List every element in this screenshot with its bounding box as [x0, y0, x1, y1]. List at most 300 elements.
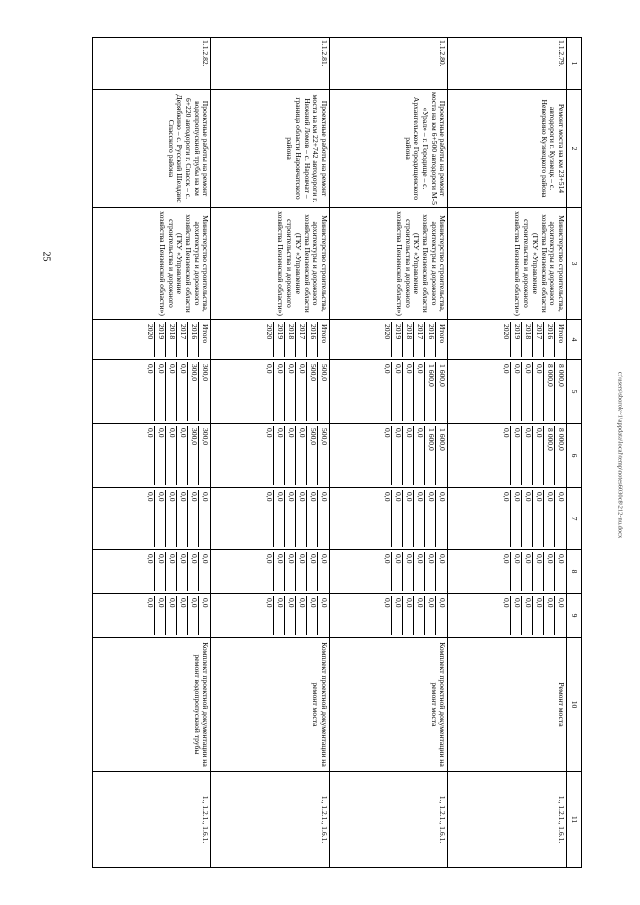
value-cell: 0,0 [502, 364, 511, 374]
value-cell: 0,0 [265, 554, 274, 564]
value-cell: 300,0 [199, 362, 210, 421]
year-value-row [414, 362, 425, 421]
value-cell: 0,0 [502, 554, 511, 564]
year-value-row [436, 362, 447, 421]
footer-wrap [613, 60, 627, 850]
header-cell: 7 [567, 488, 582, 550]
value-cell: 0,0 [511, 426, 522, 485]
year-value-row [199, 596, 210, 635]
year-label: 2017 [296, 322, 307, 357]
year-value-row [199, 362, 210, 421]
year-value-row [544, 552, 555, 591]
year-value-row [555, 426, 566, 485]
year-label-row [155, 322, 166, 357]
value-cell: 8 000,0 [555, 362, 566, 421]
years-cell [211, 320, 330, 360]
value-cell: 0,0 [265, 598, 274, 608]
value-cell: 500,0 [307, 426, 318, 485]
value-cell: 0,0 [307, 552, 318, 591]
total-cell [448, 360, 567, 424]
value-cell: 0,0 [403, 490, 414, 547]
year-label: 2020 [146, 324, 156, 340]
year-label-row [436, 322, 447, 357]
year-value-row [166, 362, 177, 421]
year-value-row [177, 362, 188, 421]
year-value-row [188, 426, 199, 485]
value-cell: 300,0 [188, 426, 199, 485]
value-cell: 0,0 [392, 552, 403, 591]
value-cell: 0,0 [383, 428, 393, 438]
year-value-row [544, 362, 555, 421]
extra-cell [93, 594, 212, 638]
value-cell: 0,0 [522, 490, 533, 547]
year-value-row [392, 552, 403, 591]
year-label-row [414, 322, 425, 357]
year-values [263, 362, 328, 421]
year-value-row [414, 490, 425, 547]
total-cell [93, 360, 212, 424]
rotated-table-container [92, 37, 582, 867]
year-value-row [274, 362, 285, 421]
value-cell: 0,0 [403, 362, 414, 421]
year-value-row [500, 490, 511, 547]
year-label: 2018 [166, 322, 177, 357]
value-cell: 0,0 [296, 552, 307, 591]
year-value-row [436, 490, 447, 547]
year-value-row [274, 426, 285, 485]
value-cell: 0,0 [522, 552, 533, 591]
year-values [263, 490, 328, 547]
year-value-row [307, 552, 318, 591]
year-values [382, 426, 447, 485]
value-cell: 0,0 [307, 596, 318, 635]
year-value-row [285, 426, 296, 485]
year-value-row [285, 552, 296, 591]
year-values [382, 362, 447, 421]
year-value-row [403, 596, 414, 635]
year-value-row [296, 596, 307, 635]
year-label-row [382, 322, 393, 357]
value-cell: 0,0 [177, 490, 188, 547]
value-cell: 0,0 [414, 490, 425, 547]
year-label-row [555, 322, 566, 357]
value-cell: 0,0 [392, 490, 403, 547]
row-number: 1.1.2.80. [330, 38, 449, 90]
measure-name: Проектные работы на ремонт моста на км 6+500 автодороги М-5 «Урал» – г. Городище – с. Архангельское Городищенского района [330, 90, 449, 208]
value-cell: 1 600,0 [425, 426, 436, 485]
header-cell: 5 [567, 360, 582, 424]
value-cell: 0,0 [285, 490, 296, 547]
indicator-link: 1., 1.2.1., 1.6.1. [330, 772, 449, 868]
result: Ремонт моста [448, 638, 567, 772]
value-cell: 0,0 [533, 426, 544, 485]
value-cell: 500,0 [307, 362, 318, 421]
year-value-row [544, 490, 555, 547]
value-cell: 0,0 [296, 426, 307, 485]
year-label: Итого [436, 322, 447, 357]
value-cell: 0,0 [392, 362, 403, 421]
local-cell [448, 550, 567, 594]
year-value-row [500, 596, 511, 635]
year-value-row [318, 596, 329, 635]
value-cell: 0,0 [414, 362, 425, 421]
year-value-row [318, 362, 329, 421]
table-row [448, 38, 567, 868]
indicator-link: 1., 1.2.1., 1.6.1. [93, 772, 212, 868]
year-value-row [263, 362, 274, 421]
year-values [500, 426, 565, 485]
year-value-row [307, 426, 318, 485]
year-value-row [511, 490, 522, 547]
value-cell: 0,0 [383, 492, 393, 502]
value-cell: 0,0 [392, 426, 403, 485]
value-cell: 0,0 [511, 596, 522, 635]
year-label-row [177, 322, 188, 357]
value-cell: 0,0 [155, 362, 166, 421]
value-cell: 0,0 [403, 596, 414, 635]
year-value-row [392, 596, 403, 635]
year-value-row [436, 596, 447, 635]
executor: Министерство строительства, архитектуры и дорожного хозяйства Пензенской области (ГКУ «Управление строительства и дорожного хозяйства Пензенской области») [448, 208, 567, 320]
value-cell: 0,0 [555, 552, 566, 591]
year-value-row [274, 490, 285, 547]
year-labels [500, 322, 565, 357]
local-cell [93, 550, 212, 594]
year-value-row [544, 596, 555, 635]
year-value-row [511, 596, 522, 635]
year-values [382, 552, 447, 591]
local-cell [211, 550, 330, 594]
year-value-row [522, 552, 533, 591]
year-value-row [307, 596, 318, 635]
extra-cell [211, 594, 330, 638]
year-label-row [263, 322, 274, 357]
measure-name: Ремонт моста на км 23+514 автодороги г. Кузнецк – с. Неверкино Кузнецкого района [448, 90, 567, 208]
table-row [93, 38, 212, 868]
year-value-row [166, 490, 177, 547]
header-cell: 11 [567, 772, 582, 868]
value-cell: 0,0 [511, 362, 522, 421]
year-value-row [296, 426, 307, 485]
value-cell: 0,0 [296, 490, 307, 547]
year-value-row [318, 490, 329, 547]
year-label-row [392, 322, 403, 357]
year-value-row [188, 490, 199, 547]
value-cell: 0,0 [285, 552, 296, 591]
year-value-row [425, 490, 436, 547]
table-body [93, 38, 567, 868]
year-labels [145, 322, 210, 357]
value-cell: 0,0 [436, 552, 447, 591]
year-value-row [522, 362, 533, 421]
year-values [263, 426, 328, 485]
value-cell: 0,0 [383, 598, 393, 608]
value-cell: 300,0 [188, 362, 199, 421]
year-value-row [382, 426, 393, 485]
year-value-row [533, 490, 544, 547]
value-cell: 0,0 [274, 596, 285, 635]
year-value-row [555, 362, 566, 421]
year-value-row [392, 362, 403, 421]
value-cell: 500,0 [318, 426, 329, 485]
year-label-row [511, 322, 522, 357]
year-label-row [307, 322, 318, 357]
value-cell: 0,0 [146, 598, 156, 608]
year-value-row [199, 426, 210, 485]
value-cell: 0,0 [265, 364, 274, 374]
year-value-row [522, 426, 533, 485]
value-cell: 0,0 [383, 554, 393, 564]
year-value-row [177, 426, 188, 485]
year-label-row [199, 322, 210, 357]
year-values [500, 490, 565, 547]
years-cell [330, 320, 449, 360]
regional-cell [330, 488, 449, 550]
year-values [263, 552, 328, 591]
year-label-row [533, 322, 544, 357]
year-label: 2017 [533, 322, 544, 357]
value-cell: 0,0 [199, 490, 210, 547]
executor: Министерство строительства, архитектуры и дорожного хозяйства Пензенской области (ГКУ «Управление строительства и дорожного хозяйства Пензенской области») [211, 208, 330, 320]
year-value-row [414, 426, 425, 485]
value-cell: 0,0 [155, 552, 166, 591]
value-cell: 0,0 [188, 596, 199, 635]
executor: Министерство строительства, архитектуры и дорожного хозяйства Пензенской области (ГКУ «Управление строительства и дорожного хозяйства Пензенской области») [93, 208, 212, 320]
value-cell: 0,0 [502, 598, 511, 608]
year-value-row [555, 490, 566, 547]
value-cell: 0,0 [318, 490, 329, 547]
year-value-row [155, 596, 166, 635]
year-value-row [511, 362, 522, 421]
year-value-row [155, 362, 166, 421]
year-value-row [436, 426, 447, 485]
header-cell: 3 [567, 208, 582, 320]
value-cell: 0,0 [166, 596, 177, 635]
value-cell: 0,0 [502, 492, 511, 502]
value-cell: 0,0 [166, 490, 177, 547]
year-value-row [263, 426, 274, 485]
year-value-row [533, 552, 544, 591]
value-cell: 0,0 [296, 362, 307, 421]
year-label-row [296, 322, 307, 357]
value-cell: 0,0 [285, 426, 296, 485]
year-value-row [296, 490, 307, 547]
header-row [567, 38, 582, 868]
federal-cell [448, 424, 567, 488]
value-cell: 0,0 [522, 426, 533, 485]
year-values [382, 596, 447, 635]
year-value-row [177, 490, 188, 547]
year-value-row [500, 362, 511, 421]
year-label: 2018 [285, 322, 296, 357]
value-cell: 0,0 [544, 552, 555, 591]
value-cell: 0,0 [533, 490, 544, 547]
year-value-row [199, 490, 210, 547]
year-value-row [511, 426, 522, 485]
year-value-row [382, 552, 393, 591]
year-label: 2019 [392, 322, 403, 357]
value-cell: 0,0 [274, 490, 285, 547]
row-number: 1.1.2.79. [448, 38, 567, 90]
year-value-row [533, 426, 544, 485]
measure-name: Проектные работы на ремонт водопропускной трубы на км 6+220 автодороги г. Спасск – с. Дерябкино – с. Русский Шелдаис Спасского района [93, 90, 212, 208]
year-label-row [500, 322, 511, 357]
year-value-row [533, 596, 544, 635]
federal-cell [330, 424, 449, 488]
value-cell: 0,0 [425, 596, 436, 635]
value-cell: 0,0 [166, 552, 177, 591]
year-label: Итого [555, 322, 566, 357]
total-cell [211, 360, 330, 424]
year-value-row [533, 362, 544, 421]
year-label: 2016 [188, 322, 199, 357]
years-cell [448, 320, 567, 360]
row-number: 1.1.2.81. [211, 38, 330, 90]
year-label-row [274, 322, 285, 357]
value-cell: 0,0 [522, 362, 533, 421]
year-value-row [155, 552, 166, 591]
year-value-row [177, 552, 188, 591]
value-cell: 0,0 [274, 552, 285, 591]
value-cell: 0,0 [403, 552, 414, 591]
value-cell: 0,0 [285, 362, 296, 421]
row-number: 1.1.2.82. [93, 38, 212, 90]
year-value-row [382, 596, 393, 635]
federal-cell [93, 424, 212, 488]
year-label: Итого [199, 322, 210, 357]
value-cell: 0,0 [265, 428, 274, 438]
value-cell: 0,0 [146, 428, 156, 438]
regional-cell [93, 488, 212, 550]
result: Комплект проектной документации на ремонт водопропускной трубы [93, 638, 212, 772]
year-values [145, 490, 210, 547]
value-cell: 0,0 [414, 552, 425, 591]
year-value-row [403, 552, 414, 591]
value-cell: 0,0 [296, 596, 307, 635]
value-cell: 0,0 [155, 490, 166, 547]
executor: Министерство строительства, архитектуры и дорожного хозяйства Пензенской области (ГКУ «Управление строительства и дорожного хозяйства Пензенской области») [330, 208, 449, 320]
year-value-row [166, 596, 177, 635]
year-value-row [145, 490, 156, 547]
value-cell: 0,0 [265, 492, 274, 502]
year-values [145, 426, 210, 485]
year-label-row [145, 322, 156, 357]
year-label-row [188, 322, 199, 357]
year-value-row [318, 426, 329, 485]
value-cell: 0,0 [544, 490, 555, 547]
year-labels [263, 322, 328, 357]
year-value-row [511, 552, 522, 591]
year-value-row [296, 552, 307, 591]
value-cell: 0,0 [146, 554, 156, 564]
year-label-row [318, 322, 329, 357]
year-value-row [403, 426, 414, 485]
year-value-row [382, 490, 393, 547]
year-value-row [274, 596, 285, 635]
year-label: Итого [318, 322, 329, 357]
year-value-row [307, 490, 318, 547]
value-cell: 0,0 [188, 490, 199, 547]
value-cell: 0,0 [307, 490, 318, 547]
value-cell: 0,0 [511, 490, 522, 547]
year-label: 2020 [265, 324, 274, 340]
year-value-row [500, 552, 511, 591]
value-cell: 0,0 [155, 596, 166, 635]
measure-name: Проектные работы на ремонт моста на км 22+742 автодороги г. Нижний Ломов – с. Наровчат – граница области Наровчатского района [211, 90, 330, 208]
value-cell: 0,0 [425, 552, 436, 591]
year-values [500, 596, 565, 635]
page-number-wrap [36, 246, 56, 266]
year-value-row [392, 490, 403, 547]
year-value-row [425, 552, 436, 591]
header-cell: 8 [567, 550, 582, 594]
year-value-row [425, 426, 436, 485]
year-label-row [425, 322, 436, 357]
year-label-row [544, 322, 555, 357]
value-cell: 0,0 [318, 596, 329, 635]
value-cell: 0,0 [383, 364, 393, 374]
year-value-row [500, 426, 511, 485]
page-number: 25 [40, 251, 52, 261]
year-value-row [382, 362, 393, 421]
indicator-link: 1., 1.2.1., 1.6.1. [448, 772, 567, 868]
value-cell: 0,0 [533, 362, 544, 421]
year-label: 2020 [502, 324, 511, 340]
indicator-link: 1., 1.2.1., 1.6.1. [211, 772, 330, 868]
year-values [500, 552, 565, 591]
year-values [263, 596, 328, 635]
value-cell: 0,0 [502, 428, 511, 438]
year-values [382, 490, 447, 547]
year-values [145, 362, 210, 421]
year-label-row [522, 322, 533, 357]
value-cell: 0,0 [544, 596, 555, 635]
year-label: 2019 [274, 322, 285, 357]
value-cell: 0,0 [318, 552, 329, 591]
year-label: 2016 [544, 322, 555, 357]
value-cell: 0,0 [146, 364, 156, 374]
year-value-row [522, 596, 533, 635]
year-value-row [145, 426, 156, 485]
value-cell: 0,0 [274, 426, 285, 485]
year-value-row [188, 362, 199, 421]
footer-path: c:\users\sborok~1\appdata\local\temp\notes6030c8\212-nu.docx [616, 371, 624, 539]
table-row [330, 38, 449, 868]
regional-cell [211, 488, 330, 550]
year-value-row [166, 426, 177, 485]
value-cell: 0,0 [199, 596, 210, 635]
year-value-row [425, 596, 436, 635]
year-value-row [285, 596, 296, 635]
value-cell: 1 600,0 [436, 362, 447, 421]
value-cell: 0,0 [177, 426, 188, 485]
year-values [145, 552, 210, 591]
value-cell: 0,0 [166, 362, 177, 421]
year-value-row [296, 362, 307, 421]
year-value-row [145, 362, 156, 421]
year-values [145, 596, 210, 635]
value-cell: 1 600,0 [436, 426, 447, 485]
year-value-row [155, 426, 166, 485]
year-value-row [544, 426, 555, 485]
year-value-row [392, 426, 403, 485]
value-cell: 500,0 [318, 362, 329, 421]
year-label: 2016 [425, 322, 436, 357]
value-cell: 8 000,0 [544, 426, 555, 485]
value-cell: 0,0 [177, 552, 188, 591]
year-label: 2018 [403, 322, 414, 357]
year-value-row [285, 362, 296, 421]
